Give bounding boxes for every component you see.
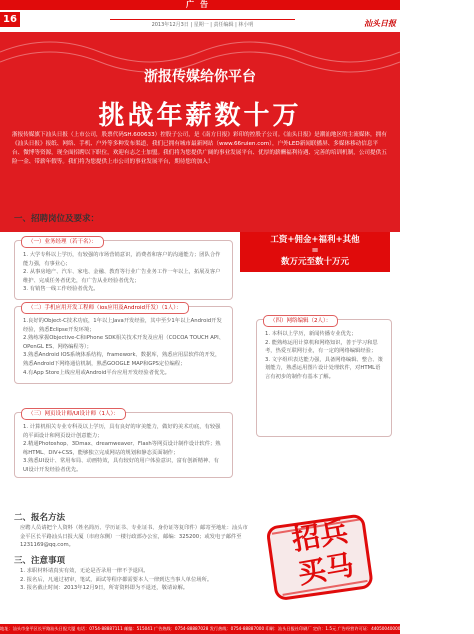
page-number: 16 [0, 12, 20, 27]
job-title: （二）手机应用开发工程师（ios应用及Android开发）（1人）： [21, 302, 189, 314]
salary-line-2: = [311, 246, 319, 256]
job-requirements [265, 330, 383, 382]
job-requirements [23, 423, 224, 475]
section-title-positions: 一、招聘岗位及要求： [14, 214, 100, 224]
job-card-web-editor [256, 319, 392, 437]
requirement-item: 4.有App Store上线应用或Android平台应用开发经验者优先。 [23, 369, 170, 376]
salary-banner [240, 232, 390, 272]
date-line: 2013年12月3日 | 星期一 | 责任编辑 | 林小明 [110, 19, 295, 30]
salary-line-1: 工资+佣金+福利+其他 [270, 235, 360, 245]
stamp-line-1: 招兵 [289, 514, 351, 557]
requirement-item: 3.熟悉UI设计、常用布局、动画特效，具有较好的用户体验意识，富有创新精神、有UI设计开发经验者优先。 [23, 458, 219, 473]
newspaper-logo: 汕头日报 [364, 18, 396, 28]
hero-headline: 挑战年薪数十万 [98, 101, 302, 131]
job-title: （四）网络编辑（2人）： [263, 315, 338, 327]
stamp-line-2: 买马 [295, 548, 357, 591]
recruitment-stamp [262, 513, 382, 605]
job-card-web-designer [14, 412, 233, 478]
job-title: （三）网页设计师/UI设计师（1人）： [21, 408, 126, 420]
section-title-notes: 三、注意事项 [14, 556, 66, 566]
requirement-item: 2. 从事房地产、汽车、家电、金融、教育等行业广告业务工作一年以上，拓展及客户维护、完成任务者优先，有广告从业经验者优先； [23, 269, 221, 284]
note-item: 3. 报名截止时间：2013年12月9日，所寄资料即为不退还，敬请谅解。 [20, 585, 189, 592]
requirement-item: 2.熟练掌握Objective-C和iPhone SDK相关技术开发及应用（COCOA TOUCH API、OPenGL ES、网络编程等）； [23, 335, 224, 350]
requirement-item: 3. 文字组织表达能力强，具备网络编辑、整合、策划能力，熟悉运用图片设计处理软件，对HTML语言有初步的制作有基本了解。 [265, 356, 383, 380]
note-item: 2. 报名后，凡通过初审，笔试，面试等程序都需要本人一律到达当事人单位场所。 [20, 576, 213, 583]
note-item: 1. 求职材料请真实有效，无论是否录用一律不予退回。 [20, 568, 149, 574]
requirement-item: 1.良好的Object-C技术功底，1年以上Java开发经验，其中至少1年以上Android开发经验，熟悉Eclipse开发环境； [23, 318, 222, 333]
requirement-item: 2.精通Photoshop、3Dmax、dreamweaver、Flash等网页设计制作设计软件；熟练HTML、DIV+CSS，能够独立完成网站的规划和静态页面制作； [23, 441, 221, 456]
page-footer: 地址：汕头市金平区长平路汕头日报大厦 电话：0754-88887111 邮编：515041 广告热线：0754-88887028 发行热线：0754-88887000 印刷：汕头日报社印刷厂 定价：1.5元 广告经营许可证：4405004000022 本报法律顾问：广东某某律师事务所 [0, 624, 400, 634]
job-requirements [23, 251, 224, 294]
hero-intro: 浙报传媒旗下汕头日报（上市公司，股票代码SH.600633）控股子公司，是《南方日报》彩印的控股子公司。《汕头日报》是潮汕地区的主流媒体，拥有《汕头日报》报纸、网络、手机、户外等多种发布渠道，我们已拥有城市最新网站（www.66ruien.com），户外LED新闻联播屏、多媒体移动信息平台、微博等资源，现全面招聘以下职位，欢迎有志之士加盟。我们将为您提供广阔的事业发展平台、优厚的薪酬福利待遇、完善的培训机制，公司提供五险一金、带薪年假等。我们将为您提供上市公司的事业发展平台，期待您的加入！ [12, 132, 387, 165]
requirement-item: 1. 大学专科以上学历，有较强的市场营销意识，消费者和客户的沟通能力；团队合作能力强，有事业心； [23, 252, 221, 267]
notes-list [20, 567, 252, 593]
section-title-apply: 二、报名方法 [14, 513, 66, 523]
salary-line-3: 数万元至数十万元 [280, 257, 349, 267]
job-title: （一）业务经理（若干名）： [21, 236, 104, 248]
hero-subheadline: 浙报传媒给你平台 [144, 69, 256, 85]
requirement-item: 3. 有销售一线工作经验者优先。 [23, 286, 99, 293]
requirement-item: 3.熟悉Android IOS系统体系结构，framework、数据库，熟悉应用层软件的开发，熟悉Android下网络通信机制，熟悉GOOGLE MAP和GPS定位编程； [23, 352, 221, 367]
job-card-mobile-developer [14, 306, 233, 384]
section-banner: 广告 [0, 0, 400, 10]
requirement-item: 1. 本科以上学历，新闻传播专业优先； [265, 331, 357, 337]
job-card-sales-manager [14, 240, 233, 300]
apply-method-text: 应聘人员请把个人资料（姓名简历、学历证书、专业证书、身份证等复印件）邮寄至地址：汕头市金平区长平路汕头日报大厦（市府东侧）一楼行政部办公室，邮编：325200；或发电子邮件至1231169@qq.com。 [20, 525, 248, 549]
requirement-item: 1. 计算机相关专业专科及以上学历，具有良好的审美能力，做好的美术功底，有较强的平面设计和网页设计创意能力； [23, 424, 221, 439]
requirement-item: 2. 能熟练运用计算机和网络知识，善于学习和思考，热爱互联网行业，有一定的网络编辑经验； [265, 339, 378, 355]
job-requirements [23, 317, 224, 377]
